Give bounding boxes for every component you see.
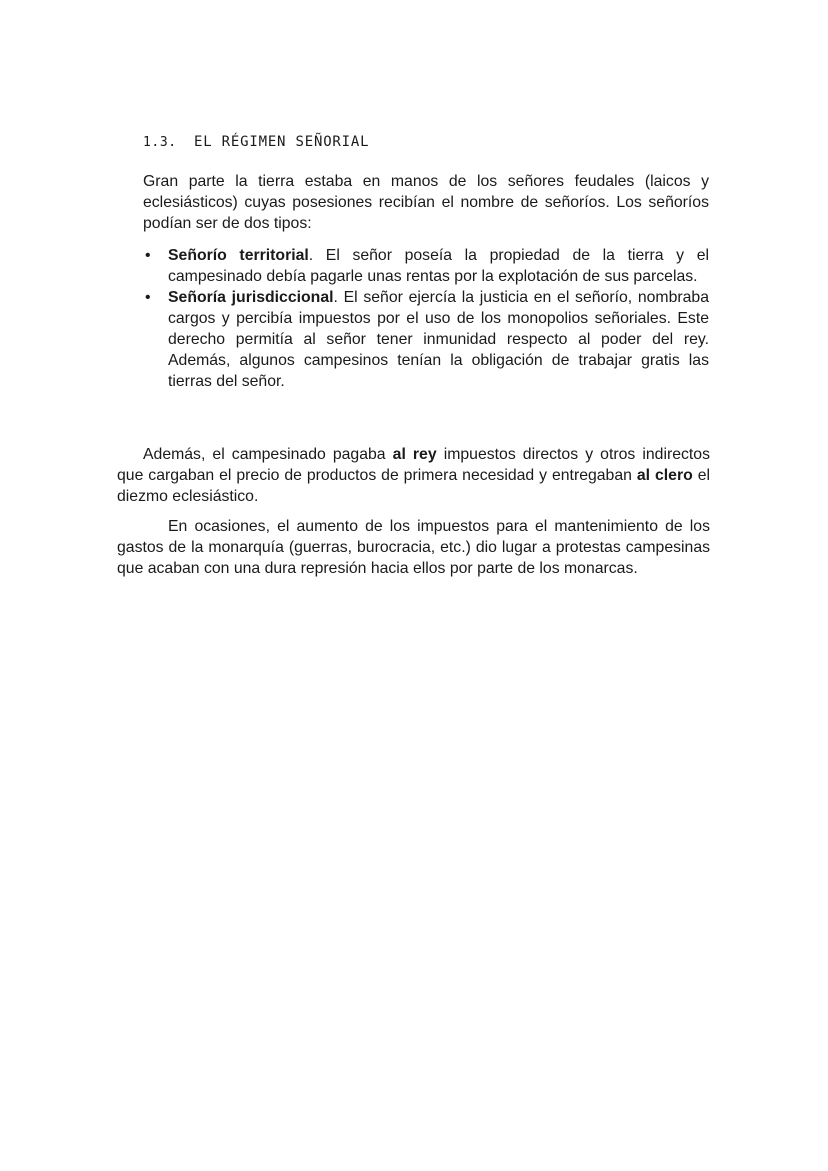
intro-paragraph: Gran parte la tierra estaba en manos de los señores feudales (laicos y eclesiásticos) cuyas posesiones recibían el nombre de señoríos. Los señoríos podían ser de dos tipos:	[143, 173, 709, 232]
taxes-text-1: Además, el campesinado pagaba	[143, 446, 393, 463]
bullet-text: . El señor poseía la propiedad de la tierra y el campesinado debía pagarle unas rentas por la explotación de sus parcelas.	[168, 247, 709, 285]
protests-paragraph	[117, 516, 710, 579]
senorio-types-list	[143, 245, 709, 392]
section-heading	[143, 134, 369, 150]
bullet-icon: •	[145, 289, 151, 306]
taxes-text-2: impuestos directos y otros indirectos que cargaban el precio de productos de primera necesidad y entregaban	[117, 446, 710, 484]
bullet-text: . El señor ejercía la justicia en el señorío, nombraba cargos y percibía impuestos por el uso de los monopolios señoriales. Este derecho permitía al señor tener inmunidad respecto al poder del rey. Además, algunos campesinos tenían la obligación de trabajar gratis las tierras del señor.	[168, 289, 709, 390]
bullet-term: Señorío territorial	[168, 247, 309, 264]
taxes-paragraph	[117, 444, 710, 507]
list-item	[143, 287, 709, 392]
list-item	[143, 245, 709, 287]
taxes-text-3: el diezmo eclesiástico.	[117, 467, 711, 505]
section-title: EL RÉGIMEN SEÑORIAL	[194, 134, 370, 150]
section-number: 1.3.	[143, 135, 177, 150]
bullet-term: Señoría jurisdiccional	[168, 289, 334, 306]
taxes-bold-king: al rey	[392, 446, 437, 463]
protests-text: En ocasiones, el aumento de los impuestos para el mantenimiento de los gastos de la monarquía (guerras, burocracia, etc.) dio lugar a protestas campesinas que acaban con una dura represión hacia ellos por parte de los monarcas.	[117, 518, 710, 577]
bullet-icon: •	[145, 247, 151, 264]
taxes-bold-clergy: al clero	[636, 467, 693, 484]
